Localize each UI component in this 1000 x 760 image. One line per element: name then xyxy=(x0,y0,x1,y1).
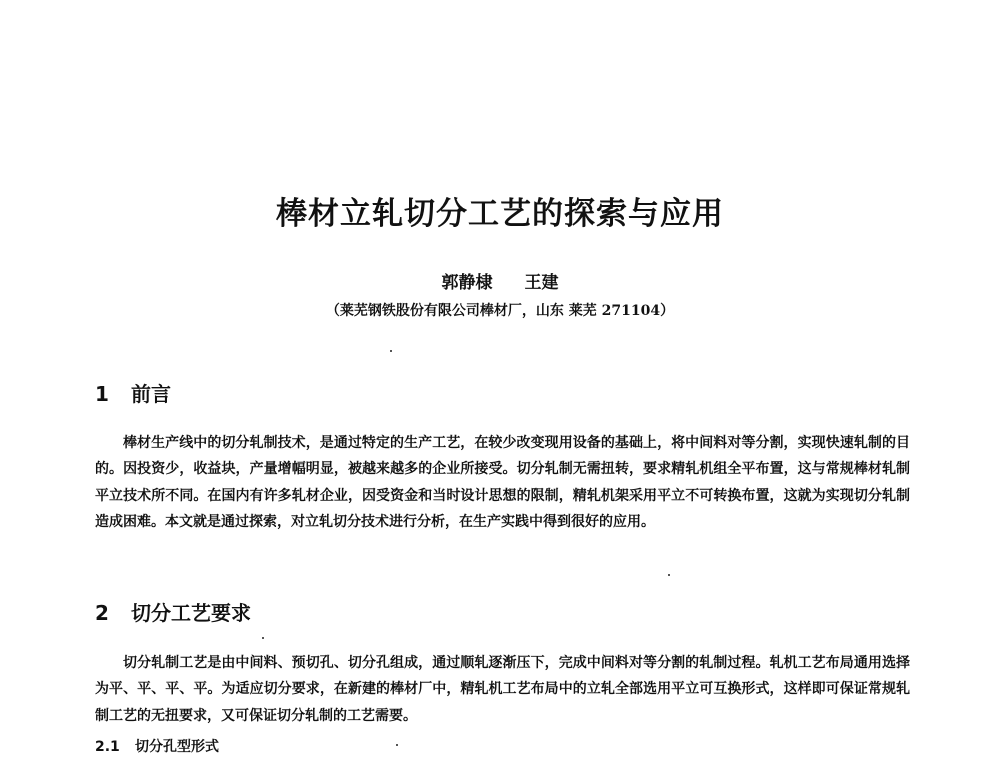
section-heading xyxy=(95,597,251,626)
subsection-title: 切分孔型形式 xyxy=(135,739,219,755)
author-name: 王建 xyxy=(524,273,559,293)
scan-speck xyxy=(390,350,392,352)
author-list xyxy=(0,268,1000,293)
section-paragraph: 棒材生产线中的切分轧制技术，是通过特定的生产工艺，在较少改变现用设备的基础上，将中间料对等分割，实现快速轧制的目的。因投资少，收益块，产量增幅明显，被越来越多的企业所接受。切分轧制无需扭转，要求精轧机组全平布置，这与常规棒材轧制平立技术所不同。在国内有许多轧材企业，因受资金和当时设计思想的限制，精轧机架采用平立不可转换布置，这就为实现切分轧制造成困难。本文就是通过探索，对立轧切分技术进行分析，在生产实践中得到很好的应用。 xyxy=(95,435,910,530)
scan-speck xyxy=(396,744,398,746)
section-paragraph: 切分轧制工艺是由中间料、预切孔、切分孔组成，通过顺轧逐渐压下，完成中间料对等分割的轧制过程。轧机工艺布局通用选择为平、平、平、平。为适应切分要求，在新建的棒材厂中，精轧机工艺布局中的立轧全部选用平立可互换形式，这样即可保证常规轧制工艺的无扭要求，又可保证切分轧制的工艺需要。 xyxy=(95,655,910,724)
subsection-heading xyxy=(95,736,219,756)
author-affiliation: （莱芜钢铁股份有限公司棒材厂，山东 莱芜 271104） xyxy=(325,303,675,319)
section-heading xyxy=(95,378,171,407)
section-title: 切分工艺要求 xyxy=(131,601,251,625)
scan-speck xyxy=(262,637,264,639)
section-number: 2 xyxy=(95,601,109,625)
paper-title: 棒材立轧切分工艺的探索与应用 xyxy=(276,196,724,232)
scan-speck xyxy=(668,574,670,576)
section-title: 前言 xyxy=(131,382,171,406)
subsection-number: 2.1 xyxy=(95,739,120,755)
author-name: 郭静棣 xyxy=(441,273,493,293)
section-number: 1 xyxy=(95,382,109,406)
